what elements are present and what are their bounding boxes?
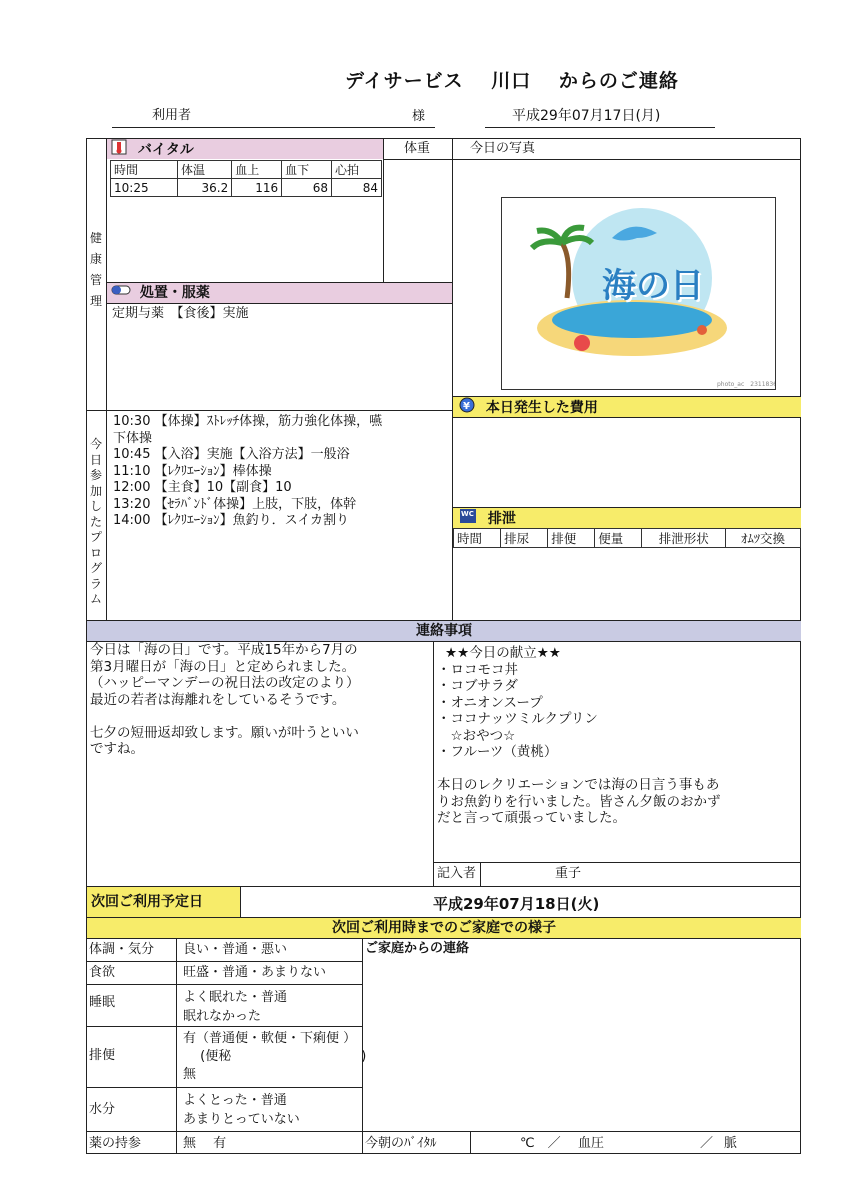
report-date: 平成29年07月17日(月) xyxy=(512,108,661,124)
vital-time: 10:25 xyxy=(111,179,178,197)
treatment-text: 定期与薬 【食後】実施 xyxy=(112,306,249,321)
vital-col-bp-low: 血下 xyxy=(282,161,332,179)
next-visit-label: 次回ご利用予定日 xyxy=(87,887,240,917)
photo-caption: 海の日 xyxy=(602,266,704,306)
svg-text:photo_ac 23118362: photo_ac 23118362 xyxy=(717,381,775,388)
notice-right: ★★今日の献立★★ ・ロコモコ丼 ・コブサラダ ・オニオンスープ ・ココナッツミルクプリン ☆おやつ☆ ・フルーツ（黄桃） 本日のレクリエーションでは海の日言う事もあ りお魚釣りを行いました。皆さん夕飯のおかず だと言って頑張っていました。 xyxy=(437,645,721,826)
vital-col-bp-high: 血上 xyxy=(232,161,282,179)
excretion-table xyxy=(453,528,801,548)
thermometer-icon xyxy=(111,139,127,161)
sama-label: 様 xyxy=(412,109,426,124)
morning-bp-sep: ／ xyxy=(700,1136,714,1151)
morning-temp-unit: ℃ ／ xyxy=(520,1136,561,1151)
excretion-col-time: 時間 xyxy=(454,529,501,548)
writer-label: 記入者 xyxy=(437,866,477,881)
vital-pulse: 84 xyxy=(332,179,382,197)
program-line: 10:30 【体操】ｽﾄﾚｯﾁ体操，筋力強化体操，嚥 xyxy=(113,414,383,429)
toilet-icon xyxy=(459,508,477,530)
morning-bp-label: 血圧 xyxy=(578,1136,605,1151)
cost-header: ¥ 本日発生した費用 xyxy=(453,397,801,417)
coin-icon xyxy=(459,397,475,419)
row-label-fluid: 水分 xyxy=(89,1102,116,1117)
vital-bp-low: 68 xyxy=(282,179,332,197)
excretion-col-diaper: ｵﾑﾂ交換 xyxy=(726,529,801,548)
row-options-appetite: 旺盛・普通・あまりない xyxy=(183,965,327,980)
row-options-medicine: 無 有 xyxy=(183,1136,227,1151)
user-label: 利用者 xyxy=(152,108,192,123)
vital-col-pulse: 心拍 xyxy=(332,161,382,179)
svg-text:¥: ¥ xyxy=(463,401,470,412)
notice-header: 連絡事項 xyxy=(87,621,801,641)
vital-bp-high: 116 xyxy=(232,179,282,197)
row-options-bowel: 有（普通便・軟便・下痢便 ） (便秘 ) 無 xyxy=(183,1031,367,1082)
row-options-sleep: よく眠れた・普通 眠れなかった xyxy=(183,990,288,1024)
next-visit-date: 平成29年07月18日(火) xyxy=(433,895,600,913)
notice-left: 今日は「海の日」です。平成15年から7月の 第3月曜日が「海の日」と定められました。 （ハッピーマンデーの祝日法の改定のより） 最近の若者は海離れをしているそうです。 七夕の短冊返却致します。願いが叶うといい ですね。 xyxy=(90,642,360,757)
vital-col-time: 時間 xyxy=(111,161,178,179)
document-title: デイサービス 川口 からのご連絡 xyxy=(345,70,679,92)
excretion-header: WC 排泄 xyxy=(453,508,801,528)
weight-label: 体重 xyxy=(404,141,431,156)
row-label-sleep: 睡眠 xyxy=(89,995,116,1010)
svg-text:WC: WC xyxy=(461,510,474,518)
program-label: 今 日 参 加 し た プ ロ グ ラ ム xyxy=(89,437,102,606)
medicine-icon xyxy=(111,283,131,303)
photo-frame xyxy=(501,197,776,390)
row-options-fluid: よくとった・普通 あまりとっていない xyxy=(183,1093,300,1127)
home-header: 次回ご利用時までのご家庭での様子 xyxy=(87,918,801,938)
program-line: 10:45 【入浴】実施【入浴方法】一般浴 xyxy=(113,447,350,462)
treatment-header: 処置・服薬 xyxy=(107,283,452,303)
morning-vital-label: 今朝のﾊﾞｲﾀﾙ xyxy=(365,1136,437,1151)
row-label-appetite: 食欲 xyxy=(89,965,116,980)
excretion-col-shape: 排泄形状 xyxy=(642,529,726,548)
program-line: 13:20 【ｾﾗﾊﾞﾝﾄﾞ体操】上肢，下肢，体幹 xyxy=(113,496,357,512)
row-label-condition: 体調・気分 xyxy=(89,942,155,957)
excretion-col-urine: 排尿 xyxy=(501,529,548,548)
health-label: 健 康 管 理 xyxy=(89,231,102,308)
excretion-col-stool: 排便 xyxy=(548,529,595,548)
home-contact-label: ご家庭からの連絡 xyxy=(365,941,470,956)
writer-name: 重子 xyxy=(555,866,582,881)
row-label-medicine: 薬の持参 xyxy=(89,1136,142,1151)
vital-table xyxy=(110,160,382,197)
program-line: 14:00 【ﾚｸﾘｴｰｼｮﾝ】魚釣り．スイカ割り xyxy=(113,513,349,528)
photo-label: 今日の写真 xyxy=(470,141,536,156)
program-line: 12:00 【主食】10【副食】10 xyxy=(113,480,292,495)
program-list xyxy=(113,414,443,530)
vital-temp: 36.2 xyxy=(177,179,231,197)
row-label-bowel: 排便 xyxy=(89,1048,116,1063)
excretion-col-amount: 便量 xyxy=(595,529,642,548)
row-options-condition: 良い・普通・悪い xyxy=(183,942,288,957)
program-line: 下体操 xyxy=(113,430,153,446)
vital-col-temp: 体温 xyxy=(177,161,231,179)
morning-pulse-label: 脈 xyxy=(724,1136,738,1151)
program-line: 11:10 【ﾚｸﾘｴｰｼｮﾝ】棒体操 xyxy=(113,463,272,479)
vital-header: バイタル xyxy=(107,139,383,159)
